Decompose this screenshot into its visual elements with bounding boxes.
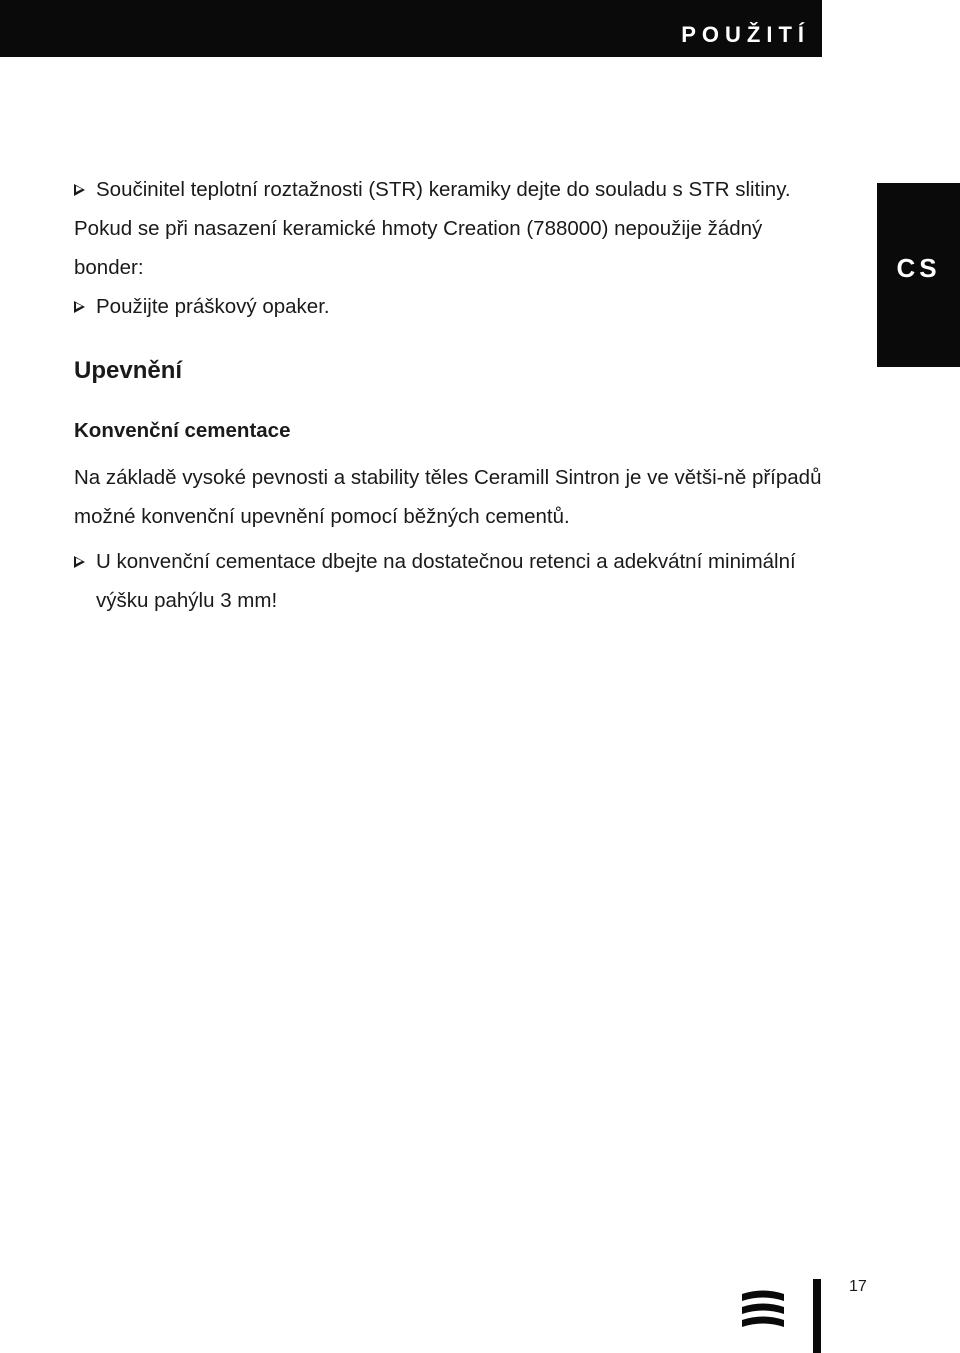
page-title: POUŽITÍ <box>681 22 810 47</box>
section-heading: Upevnění <box>74 357 183 384</box>
header-bar <box>0 0 822 57</box>
bullet-text: U konvenční cementace dbejte na dostatečnou retenci a adekvátní minimální výšku pahýlu 3 mm! <box>96 550 796 612</box>
intro-paragraph: Pokud se při nasazení keramické hmoty Creation (788000) nepoužije žádný bonder: <box>74 217 763 279</box>
language-tab-label: CS <box>896 253 941 283</box>
bullet-text: Součinitel teplotní roztažnosti (STR) keramiky dejte do souladu s STR slitiny. <box>96 178 791 201</box>
triangle-bullet-icon <box>74 556 85 568</box>
triangle-bullet-icon <box>74 184 85 196</box>
page-number: 17 <box>849 1278 867 1295</box>
triangle-bullet-icon <box>74 301 85 313</box>
section-paragraph: Na základě vysoké pevnosti a stability těles Ceramill Sintron je ve větši-ně případů možné konvenční upevnění pomocí běžných cementů. <box>74 466 822 528</box>
bullet-text: Použijte práškový opaker. <box>96 295 330 318</box>
language-tab <box>877 183 960 367</box>
brand-logo-icon <box>740 1288 786 1334</box>
bullet-item <box>74 170 834 209</box>
bullet-item <box>74 287 834 326</box>
bullet-item <box>74 542 834 620</box>
section-subheading: Konvenční cementace <box>74 419 291 442</box>
page-content <box>74 170 834 620</box>
footer-divider <box>813 1279 821 1353</box>
